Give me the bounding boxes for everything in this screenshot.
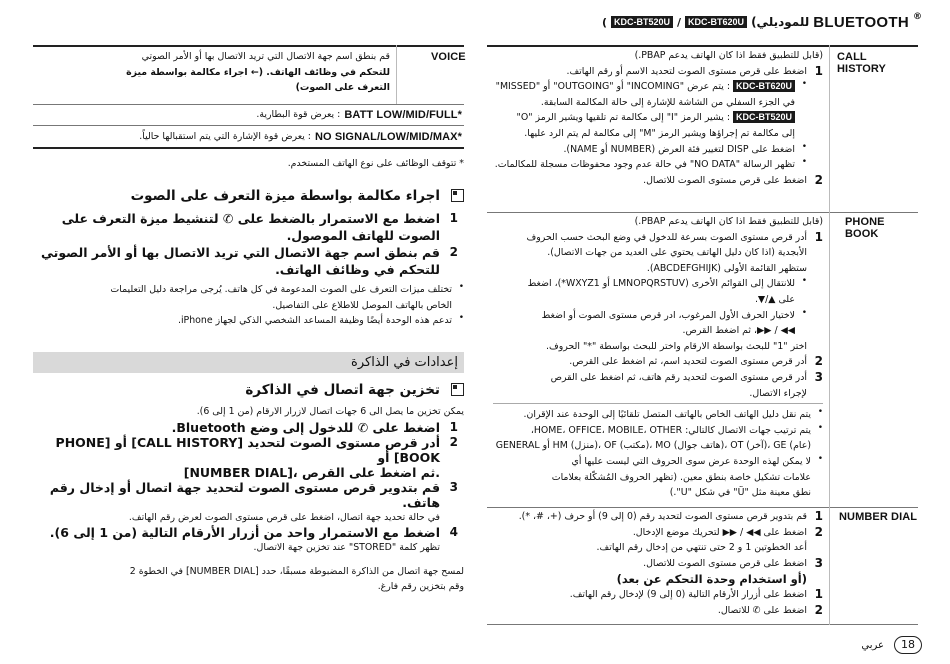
phone-book-note: (قابل للتطبيق فقط اذا كان الهاتف يدعم PBAP.) xyxy=(634,216,823,227)
phone-book-note-2: يتم ترتيب جهات الاتصال كالتالي: HOME، OFFICE، MOBILE، OTHER، xyxy=(530,424,811,436)
call-history-bullet-2: اضغط على DISP لتغيير فئة العرض (NUMBER أو NAME). xyxy=(563,143,795,155)
memory-step-4: اضغط مع الاستمرار واحد من أزرار الأرقام التالية (من 1 إلى 6). xyxy=(49,525,440,541)
page-header xyxy=(602,10,922,34)
number-dial-step-3: اضغط على قرص مستوى الصوت للاتصال. xyxy=(643,557,807,569)
page-number: 18 xyxy=(894,636,922,654)
model-badge-620: KDC-BT620U xyxy=(685,16,747,28)
number-dial-content: 1 قم بتدوير قرص مستوى الصوت لتحديد رقم (0 إلى 9) أو حرف (+، #، *). 2 اضغط على ◀◀ / ▶▶ لتحريك موضع الإدخال. أعد الخطوتين 1 و 2 حتى تنتهي من إدخال رقم الهاتف. 3 اضغط على قرص مستوى الصوت للاتصال. (أو استخدام وحدة التحكم عن بعد) 1 اضغط على أزرار الأرقام التالية (0 إلى 9) لإدخال رقم الهاتف. 2 اضغط على ✆ للاتصال. xyxy=(493,509,823,619)
voice-dialing-section: اجراء مكالمة بواسطة ميزة التعرف على الصوت 1 اضغط مع الاستمرار بالضغط على ✆ لتنشيط ميزة التعرف على الصوت للهاتف الموصول. 2 قم بنطق اسم جهة الاتصال التي تريد الاتصال بها أو الأمر الصوتي للتحكم في وظائف الهاتف. • تختلف ميزات التعرف على الصوت المدعومة في كل هاتف. يُرجى مراجعة دليل التعليمات الخاص بالهاتف الموصل للاطلاع على التفاصيل. • تدعم هذه الوحدة أيضًا وظيفة المساعد الشخصي الذكي لجهاز iPhone. xyxy=(33,186,464,329)
batt-row xyxy=(35,107,462,123)
voice-dialing-note-1: تختلف ميزات التعرف على الصوت المدعومة في كل هاتف. يُرجى مراجعة دليل التعليمات xyxy=(110,284,452,295)
batt-text: : يعرض قوة البطارية. xyxy=(256,109,341,120)
phone-book-step-2: أدر قرص مستوى الصوت لتحديد اسم، ثم اضغط على القرص. xyxy=(569,356,807,368)
footer-language: عربي xyxy=(861,639,884,651)
phone-book-bullet-1: للانتقال إلى القوائم الأخرى (LMNOPQRSTUV أو WXYZ1*)، اضغط xyxy=(527,278,795,290)
memory-heading: تخزين جهة اتصال في الذاكرة xyxy=(245,382,440,398)
call-history-bullet-3: تظهر الرسالة "NO DATA" في حالة عدم وجود محفوظات مسجلة للمكالمات. xyxy=(494,159,795,171)
number-dial-remote-heading: (أو استخدام وحدة التحكم عن بعد) xyxy=(616,572,807,587)
header-reg-mark: ® xyxy=(913,12,922,22)
section-square-icon xyxy=(451,383,464,396)
phone-book-note-3: لا يمكن لهذه الوحدة عرض سوى الحروف التي ليست عليها أي xyxy=(571,455,811,467)
memory-banner-title: إعدادات في الذاكرة xyxy=(351,355,458,370)
left-table xyxy=(33,45,464,152)
voice-dialing-heading: اجراء مكالمة بواسطة ميزة التعرف على الصوت xyxy=(130,188,440,204)
call-history-note: (قابل للتطبيق فقط اذا كان الهاتف يدعم PBAP.) xyxy=(634,50,823,61)
signal-label: NO SIGNAL/LOW/MID/MAX* xyxy=(314,130,462,143)
phone-book-label: PHONE BOOK xyxy=(845,216,885,240)
call-history-step-1: اضغط على قرص مستوى الصوت لتحديد الاسم أو رقم الهاتف. xyxy=(566,65,807,77)
call-history-step-2: اضغط على قرص مستوى الصوت للاتصال. xyxy=(643,174,807,186)
model-badge-520: KDC-BT520U xyxy=(611,16,673,28)
left-table-footnote: * تتوقف الوظائف على نوع الهاتف المستخدم. xyxy=(287,158,464,169)
voice-label: VOICE xyxy=(431,51,466,63)
call-history-label: CALL HISTORY xyxy=(837,51,886,75)
signal-row xyxy=(35,129,462,145)
memory-step-2: أدر قرص مستوى الصوت لتحديد [CALL HISTORY] أو [PHONE BOOK] أو xyxy=(55,434,440,465)
header-brand: BLUETOOTH xyxy=(813,13,909,31)
right-table xyxy=(487,45,918,625)
call-history-content: (قابل للتطبيق فقط اذا كان الهاتف يدعم PBAP.) 1 اضغط على قرص مستوى الصوت لتحديد الاسم أو رقم الهاتف. • KDC-BT620U : يتم عرض "INCOMING" أو "OUTGOING" أو "MISSED" في الجزء السفلي من الشاشة للإشارة إلى حالة المكالمة السابقة. KDC-BT520U : يشير الرمز "I" إلى مكالمة تم تلقيها ويشير الرمز "O" إلى مكالمة تم إجراؤها ويشير الرمز "M" إلى مكالمة لم يتم الرد عليها. • اضغط على DISP لتغيير فئة العرض (NUMBER أو NAME). • تظهر الرسالة "NO DATA" في حالة عدم وجود محفوظات مسجلة للمكالمات. 2 اضغط على قرص مستوى الصوت للاتصال. xyxy=(494,50,823,187)
header-open-paren: ( xyxy=(601,15,607,29)
phone-book-content: (قابل للتطبيق فقط اذا كان الهاتف يدعم PBAP.) 1 أدر قرص مستوى الصوت بسرعة للدخول في وضع البحث حسب الحروف الأبجدية (اذا كان دليل الهاتف يحتوي على العديد من جهات الاتصال). ستظهر القائمة الأولى (ABCDEFGHIJK). • للانتقال إلى القوائم الأخرى (LMNOPQRSTUV أو WXYZ1*)، اضغط على ▲/▼. • لاختيار الحرف الأول المرغوب، ادر قرص مستوى الصوت أو اضغط ◀◀ / ▶▶، ثم اضغط القرص. اختر "1" للبحث بواسطة الارقام واختر للبحث بواسطة "*" الحروف. 2 أدر قرص مستوى الصوت لتحديد اسم، ثم اضغط على القرص. 3 أدر قرص مستوى الصوت لتحديد رقم هاتف، ثم اضغط على القرص لإجراء الاتصال. • يتم نقل دليل الهاتف الخاص بالهاتف المتصل تلقائيًا إلى الوحدة عند الإقران. • يتم ترتيب جهات الاتصال كالتالي: HOME، OFFICE، MOBILE، OTHER، GENERAL أو HM (منزل)، OF (مكتب)، MO (هاتف جوال)، OT (آخر)، GE (عام) • لا يمكن لهذه الوحدة عرض سوى الحروف التي ليست عليها أي علامات تشكيل خاصة بنطق معين. (تظهر الحروف المُشكّلة بعلامات نطق معينة مثل "Ü" في شكل "U".) xyxy=(493,214,823,501)
number-dial-step-2: اضغط على ◀◀ / ▶▶ لتحريك موضع الإدخال. xyxy=(632,526,807,538)
memory-banner xyxy=(33,352,464,373)
page-footer xyxy=(861,636,922,654)
voice-dialing-note-2: تدعم هذه الوحدة أيضًا وظيفة المساعد الشخصي الذكي لجهاز iPhone. xyxy=(177,315,452,327)
number-dial-remote-step-1: اضغط على أزرار الأرقام التالية (0 إلى 9) لإدخال رقم الهاتف. xyxy=(569,589,807,601)
memory-step-3-note: في حالة تحديد جهة اتصال، اضغط على قرص مستوى الصوت لعرض رقم الهاتف. xyxy=(128,511,440,523)
section-square-icon xyxy=(451,189,464,202)
phone-book-bullet-2: لاختيار الحرف الأول المرغوب، ادر قرص مستوى الصوت أو اضغط xyxy=(541,309,795,321)
memory-section: تخزين جهة اتصال في الذاكرة يمكن تخزين ما يصل الى 6 جهات اتصال لازرار الارقام (من 1 إلى 6). 1 اضغط على ✆ للدخول إلى وضع Bluetooth. 2 أدر قرص مستوى الصوت لتحديد [CALL HISTORY] أو [PHONE BOOK] أو [NUMBER DIAL]، ثم اضغط على القرص. 3 قم بتدوير قرص مستوى الصوت لتحديد جهة اتصال أو إدخال رقم هاتف. في حالة تحديد جهة اتصال، اضغط على قرص مستوى الصوت لعرض رقم الهاتف. 4 اضغط مع الاستمرار واحد من أزرار الأرقام التالية (من 1 إلى 6). تظهر كلمة "STORED" عند تخزين جهة الاتصال. لمسح جهة اتصال من الذاكرة المضبوطة مسبقًا، حدد [NUMBER DIAL] في الخطوة 2 وقم بتخزين رقم فارغ. xyxy=(33,380,464,595)
header-slash: / xyxy=(677,15,682,29)
header-models-label: (للموديلي xyxy=(751,15,810,29)
memory-step-1: اضغط على ✆ للدخول إلى وضع Bluetooth. xyxy=(171,419,440,435)
call-history-bullet-1: KDC-BT620U : يتم عرض "INCOMING" أو "OUTGOING" أو "MISSED" xyxy=(493,79,795,95)
signal-text: : يعرض قوة الإشارة التي يتم استقبالها حالياً. xyxy=(139,131,311,142)
number-dial-remote-step-2: اضغط على ✆ للاتصال. xyxy=(717,604,807,616)
number-dial-label: NUMBER DIAL xyxy=(839,511,918,523)
memory-intro: يمكن تخزين ما يصل الى 6 جهات اتصال لازرار الارقام (من 1 إلى 6). xyxy=(196,406,464,417)
phone-book-note-1: يتم نقل دليل الهاتف الخاص بالهاتف المتصل تلقائيًا إلى الوحدة عند الإقران. xyxy=(523,409,811,421)
phone-book-step-3: أدر قرص مستوى الصوت لتحديد رقم هاتف، ثم اضغط على القرص xyxy=(550,371,807,383)
number-dial-step-1: قم بتدوير قرص مستوى الصوت لتحديد رقم (0 إلى 9) أو حرف (+، #، *). xyxy=(518,511,807,522)
call-history-bullet-1b: KDC-BT520U : يشير الرمز "I" إلى مكالمة تم تلقيها ويشير الرمز "O" xyxy=(493,110,795,126)
memory-step-3: قم بتدوير قرص مستوى الصوت لتحديد جهة اتصال أو إدخال رقم xyxy=(49,479,440,495)
voice-dialing-step-2: قم بنطق اسم جهة الاتصال التي تريد الاتصال بها أو الأمر الصوتي xyxy=(41,245,440,260)
voice-content: قم بنطق اسم جهة الاتصال التي تريد الاتصال بها أو الأمر الصوتي للتحكم في وظائف الهاتف. (← اجراء مكالمة بواسطة ميزة التعرف على الصوت) xyxy=(126,51,390,94)
memory-step-4-note: تظهر كلمة "STORED" عند تخزين جهة الاتصال. xyxy=(253,542,440,554)
memory-final-note: لمسح جهة اتصال من الذاكرة المضبوطة مسبقًا، حدد [NUMBER DIAL] في الخطوة 2 xyxy=(129,565,464,577)
voice-dialing-step-1: اضغط مع الاستمرار بالضغط على ✆ لتنشيط ميزة التعرف على xyxy=(61,211,440,226)
batt-label: BATT LOW/MID/FULL* xyxy=(344,108,462,121)
